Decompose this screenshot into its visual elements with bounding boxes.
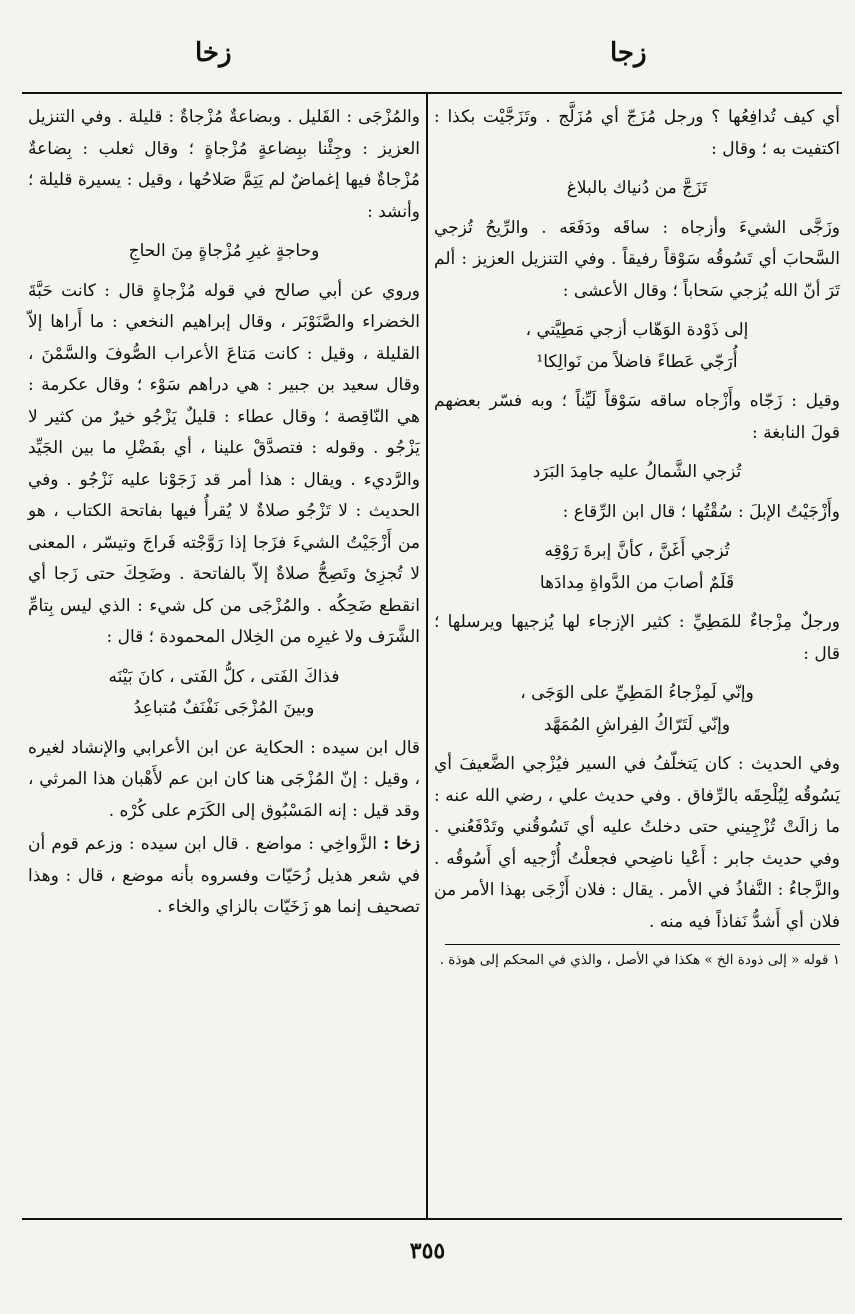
top-rule — [22, 92, 842, 94]
entry-text: الزَّواخِي : مواضع . قال ابن سيده : وزعم قوم أن في شعر هذيل زُحَيّات وفسروه بأنه موضع ، قال : وهذا تصحيف إنما هو زَخَيّات بالزاي والخاء . — [28, 834, 420, 917]
verse-line: تَزَجَّ من دُنياك بالبلاغ — [566, 178, 708, 198]
verse-line: أُرَجّي عَطاءً فاضلاً من نَوالِكا¹ — [536, 351, 738, 372]
paragraph: ورجلٌ مِزْجاءٌ للمَطِيِّ : كثير الإزجاء لها يُزجيها ويرسلها ؛ قال : — [434, 612, 840, 664]
footnote: ١ قوله « إلى ذودة الخ » هكذا في الأصل ، والذي في المحكم إلى هوذة . — [439, 952, 840, 968]
verse-line: تُزجي أَغَنَّ ، كأنَّ إبرةَ رَوْقِه — [544, 541, 730, 561]
verse-line: وبينَ المُزْجَى نَفْنَفٌ مُتباعِدُ — [133, 698, 315, 718]
verse-line: قَلَمٌ أصابَ من الدَّواةِ مِدادَها — [539, 572, 735, 593]
verse-line: وحاجةٍ غيرِ مُزْجاةٍ مِنَ الحاجِ — [128, 241, 320, 261]
paragraph: والمُزْجَى : القَليل . وبضاعةٌ مُزْجاةٌ : قليلة . وفي التنزيل العزيز : وجِئْنا ببِضاعةٍ مُزْجاةٍ ؛ وقال ثعلب : بِضاعةٌ مُزْجاةٌ فيها إغماضٌ لم يَتِمَّ صَلاحُها ، وقيل : يسيرة قليلة ؛ وأنشد : — [28, 107, 420, 222]
verse-line: فذاكَ الفَتى ، كلُّ الفَتى ، كانَ بَيْنَه — [108, 666, 340, 687]
verse-line: تُزجي الشَّمالُ عليه جامِدَ البَرَد — [532, 462, 742, 482]
paragraph: وأَزْجَيْتُ الإبلَ : سُقْتُها ؛ قال ابن الرِّقاع : — [562, 501, 840, 522]
entry-paragraph — [28, 829, 420, 924]
verse-line: إلى ذَوْدة الوَهّاب أزجي مَطِيَّتي ، — [525, 320, 749, 340]
verse-line: وإنّي لَتَرّاكُ الفِراشِ المُمَهَّد — [543, 714, 731, 735]
left-column — [28, 102, 420, 926]
paragraph: قال ابن سيده : الحكاية عن ابن الأعرابي والإنشاد لغيره ، وقيل : إنّ المُزْجَى هنا كان ابن عم لأَهْبان هذا المرثي ، وقد قيل : إنه المَسْبُوق إلى الكَرَم على كُرْه . — [28, 737, 420, 821]
entry-head: زخا : — [383, 834, 420, 854]
right-column — [434, 102, 840, 973]
footnote-rule — [445, 944, 840, 945]
bottom-rule — [22, 1218, 842, 1220]
page-header — [0, 38, 855, 78]
paragraph: وفي الحديث : كان يَتخلّفُ في السير فيُزْجي الضَّعيفَ أي يَسُوقُه لِيُلْحِقَه بالرِّفاق . وفي حديث علي ، رضي الله عنه : ما زالَتْ تُزْجِيني حتى دخلتُ عليه أي تَسُوقُني وتَدْفَعُني . وفي حديث جابر : أَعْيا ناضِحي فجعلْتُ أُزْجيه أي أَسُوقُه . والزَّجاءُ : النَّفاذُ في الأمر . يقال : فلان أَزْجَى بهذا الأمر من فلان أي أَشدُّ نَفاذاً فيه منه . — [434, 754, 840, 932]
paragraph: أي كيف تُدافِعُها ؟ ورجل مُزَجّ أي مُزَلَّج . وتَزَجَّيْت بكذا : اكتفيت به ؛ وقال : — [434, 107, 840, 159]
column-divider — [426, 92, 428, 1218]
verse-line: وإنّي لَمِزْجاءُ المَطِيِّ على الوَجَى ، — [520, 683, 754, 703]
paragraph: وقيل : زَجّاه وأَزْجاه ساقه سَوْقاً لَيِّناً ؛ وبه فسّر بعضهم قولَ النابغة : — [434, 391, 840, 443]
paragraph: وروي عن أبي صالح في قوله مُزْجاةٍ قال : كانت حَبَّةَ الخضراء والصَّنَوْبَر ، وقال إبراهيم النخعي : ما أَراها إلاّ القليلة ، وقيل : كانت مَتاعَ الأعراب الصُّوفَ والسَّمْنَ ، وقال سعيد بن جبير : هي دراهم سَوْء ؛ وقال عكرمة : هي النّاقِصة ؛ وقال عطاء : قليلٌ يَزْجُو خيرٌ من كثير لا يَزْجُو . وقوله : فتصدَّقْ علينا ، أي بفَضْلِ ما بين الجَيِّد والرَّديء . ويقال : هذا أمر قد زَجَوْنا عليه نَزْجُو . وفي الحديث : لا تَزْجُو صلاةٌ لا يُقرأُ فيها بفاتحة الكتاب ، هو من أَزْجَيْتُ الشيءَ فزَجا إذا رَوَّجْته فَراجَ وتيسّر ، المعنى لا تُجزِئ وتَصِحُّ صلاةٌ إلاّ بالفاتحة . وضَحِكَ حتى زَجا أي انقطع ضَحِكُه . والمُزْجَى من كل شيء : الذي ليس بِتامِّ الشَّرَف ولا غيرِه من الخِلال المحمودة ؛ قال : — [28, 280, 420, 647]
header-root-left: زخا — [195, 38, 232, 68]
header-root-right: زجا — [610, 38, 647, 68]
paragraph: وزَجَّى الشيءَ وأزجاه : ساقَه ودَفَعَه . والرِّيحُ تُزجي السَّحابَ أي تَسُوقُه سَوْقاً رفيقاً . وفي التنزيل العزيز : ألم تَرَ أنّ الله يُزجي سَحاباً ؛ وقال الأعشى : — [434, 217, 840, 301]
page-number: ٣٥٥ — [409, 1238, 446, 1264]
